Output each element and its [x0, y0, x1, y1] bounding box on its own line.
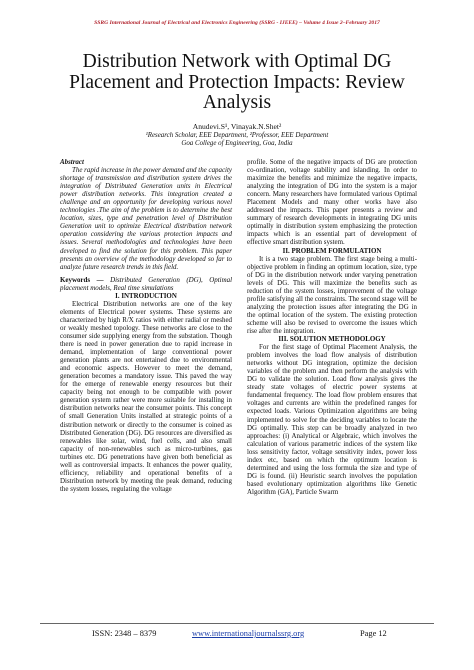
- problem-formulation-paragraph: It is a two stage problem. The first stage being a multi-objective problem in finding an optimum location, size, type of DG in the distribution network under varying penetration levels of DG. This will maximize the benefits such as reduction of the system losses, improvement of the voltage profile satisfying all the constraints. The second stage will be analyzing the protection issues after integrating the DG in the optimal location of the system. The existing protection scheme will also be revised to overcome the issues which rise after the integration.: [247, 254, 417, 335]
- keywords: [60, 276, 232, 292]
- left-column: [60, 158, 232, 493]
- introduction-continued-paragraph: profile. Some of the negative impacts of DG are protection co-ordination, voltage stability and islanding. In order to maximize the benefits and minimize the negative impacts, analyzing the integration of DG into the system is a major concern. Many researchers have formulated various Optimal Placement Models and many other works have also addressed the impacts. This paper presents a review and summary of research developments in integrating DG units optimally in distribution system emphasizing the protection impacts which is an essential part of development of effective smart distribution system.: [247, 158, 417, 247]
- abstract-label: Abstract: [60, 158, 84, 166]
- solution-methodology-paragraph: For the first stage of Optimal Placement Analysis, the problem involves the load flow analysis of distribution networks without DG integration, optimize the decision variables of the problem and then perform the analysis with DG to validate the solution. Load flow analysis gives the steady state voltages of electric power systems at fundamental frequency. The load flow problem ensures that voltages and currents are within the predefined ranges for expected loads. Various Optimization algorithms are being implemented to solve for the deciding variables to locate the DG optimally. This step can be broadly analyzed in two approaches: (i) Analytical or Algebraic, which involves the calculation of various parametric indices of the system like loss sensitivity factor, voltage sensitivity index, power loss index etc, based on which the optimum location is determined and using the loss formula the size and type of DG is found. (ii) Heuristic search involves the population based evolutionary optimization algorithms like Genetic Algorithm (GA), Particle Swarm: [247, 343, 417, 496]
- section-heading-problem-formulation: II. PROBLEM FORMULATION: [282, 246, 382, 255]
- paper-affiliation: [0, 132, 474, 149]
- right-column: [247, 158, 417, 496]
- paper-authors: Anudevi.S¹, Vinayak.N.Shet²: [192, 122, 282, 131]
- paper-title: Distribution Network with Optimal DG Placement and Protection Impacts: Review Analysis: [69, 51, 405, 113]
- footer-page-number: Page 12: [360, 629, 387, 638]
- footer-journal-link[interactable]: www.internationaljournalssrg.org: [192, 629, 305, 638]
- affiliation-line-2: Goa College of Engineering, Goa, India: [181, 140, 293, 148]
- section-heading-solution-methodology: III. SOLUTION METHODOLOGY: [278, 335, 386, 344]
- introduction-paragraph: Electrical Distribution networks are one of the key elements of Electrical power systems. These systems are characterized by high R/X ratios with either radial or meshed or weakly meshed topology. These networks are close to the consumer side supplying energy from the substation. Though there is need in power generation due to rapid increase in demand, implementation of large conventional power generation plants are not entertained due to environmental and economic aspects. However to meet the demand, generation becomes a mandatory issue. This paved the way for the emerge of renewable energy resources but their capacity being not enough to be compatible with power generation system rather were more suitable for installing in distribution networks near the consumer points. This concept of small Generation Units installed at strategic points of a distribution network or directly to the consumer is coined as Distributed Generation (DG). DG resources are diversified as renewables like solar, wind, fuel cells, and also small capacity of non-renewables such as micro-turbines, gas turbines etc. DG penetrations have given both beneficial as well as controversial impacts. It enhances the power quality, efficiency, reliability and operational benefits of a Distribution network by meeting the peak demand, reducing the system losses, regulating the voltage: [60, 299, 232, 493]
- footer-divider: [40, 623, 434, 624]
- journal-header: SSRG International Journal of Electrical and Electronics Engineering (SSRG - IJEEE) – Volume 4 Issue 2–February 2017: [94, 20, 380, 26]
- section-heading-introduction: I. INTRODUCTION: [115, 291, 177, 300]
- keywords-label: Keywords —: [60, 275, 104, 284]
- affiliation-line-1: ¹Research Scholar, EEE Department, ²Professor, EEE Department: [145, 132, 329, 139]
- keywords-text: Distributed Generation (DG), Optimal placement models, Real time simulations: [60, 275, 233, 292]
- abstract-text: The rapid increase in the power demand and the capacity shortage of transmission and distribution system drives the integration of Distributed Generation units in Electrical power distribution networks. This integration created a challenge and an opportunity for developing various novel technologies .The aim of the problem is to determine the best location, sizes, type and penetration level of Distribution Generation unit to optimize Electrical distribution network operation considering the various protection impacts and issues. Several methodologies and technologies have been developed to find the solution for this problem. This paper presents an overview of the methodology developed so far to analyze future research trends in this field.: [60, 166, 232, 271]
- footer-issn: ISSN: 2348 – 8379: [92, 629, 157, 638]
